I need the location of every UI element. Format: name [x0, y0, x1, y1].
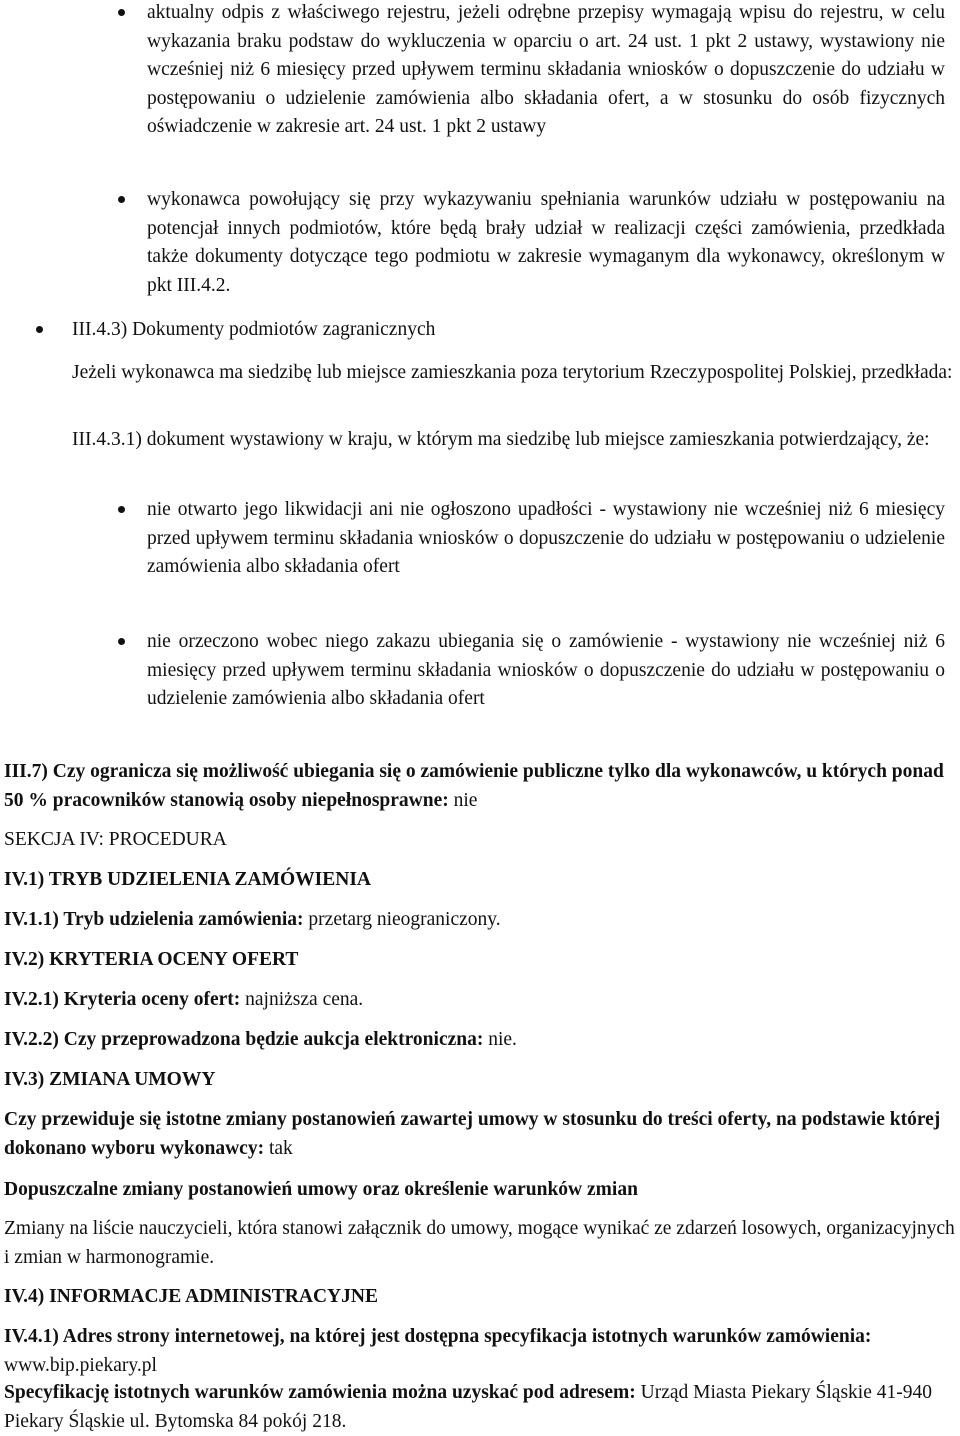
field-iv41 [4, 1323, 956, 1380]
field-value: nie. [488, 1029, 517, 1050]
list-item-text: aktualny odpis z właściwego rejestru, jeżeli odrębne przepisy wymagają wpisu do rejestru, w celu wykazania braku podstaw do wykluczenia w oparciu o art. 24 ust. 1 pkt 2 ustawy, wystawiony nie wcześniej niż 6 miesięcy przed upływem terminu składania wniosków o dopuszczenie do udziału w postępowaniu o udzielenie zamówienia albo składania ofert, a w stosunku do osób fizycznych oświadczenie w zakresie art. 24 ust. 1 pkt 2 ustawy [147, 2, 945, 138]
section-title: SEKCJA IV: PROCEDURA [4, 829, 227, 850]
field-label: IV.2.1) Kryteria oceny ofert: [4, 989, 241, 1010]
list-item-text: nie otwarto jego likwidacji ani nie ogłoszono upadłości - wystawiony nie wcześniej niż 6 miesięcy przed upływem terminu składania wniosków o dopuszczenie do udziału w postępowaniu o udzielenie zamówienia albo składania ofert [147, 499, 945, 578]
list-item-text: wykonawca powołujący się przy wykazywaniu spełniania warunków udziału w postępowaniu na potencjał innych podmiotów, które będą brały udział w realizacji części zamówienia, przedkłada także dokumenty dotyczące tego podmiotu w zakresie wymaganym dla wykonawcy, określonym w pkt III.4.2. [147, 189, 945, 296]
list-item-text: nie orzeczono wobec niego zakazu ubiegania się o zamówienie - wystawiony nie wcześniej niż 6 miesięcy przed upływem terminu składania wniosków o dopuszczenie do udziału w postępowaniu o udzielenie zamówienia albo składania ofert [147, 631, 945, 710]
field-label: IV.2.2) Czy przeprowadzona będzie aukcja elektroniczna: [4, 1029, 484, 1050]
field-value: Urząd Miasta Piekary Śląskie 41-940 Piekary Śląskie ul. Bytomska 84 pokój 218. [4, 1382, 932, 1432]
field-zmiany-istotne [4, 1106, 956, 1163]
paragraph-dokument: III.4.3.1) dokument wystawiony w kraju, w którym ma siedzibę lub miejsce zamieszkania potwierdzający, że: [72, 429, 930, 450]
field-value: przetarg nieograniczony. [308, 909, 501, 930]
paragraph-zmiany: Zmiany na liście nauczycieli, która stanowi załącznik do umowy, mogące wynikać ze zdarzeń losowych, organizacyjnych i zmian w harmonogramie. [4, 1218, 955, 1268]
field-iv21 [4, 986, 956, 1015]
bullet-icon [36, 326, 43, 333]
list-item-zagraniczne [72, 316, 952, 345]
bullet-icon [118, 638, 125, 645]
field-label: III.7) Czy ogranicza się możliwość ubiegania się o zamówienie publiczne tylko dla wykonawców, u których ponad 50 % pracowników stanowią osoby niepełnosprawne: [4, 761, 944, 811]
list-item-potencjal [147, 186, 945, 300]
section-heading: III.4.3) Dokumenty podmiotów zagranicznych [72, 319, 436, 340]
bullet-icon [118, 9, 125, 16]
bullet-icon [118, 506, 125, 513]
section-iii7 [4, 758, 956, 815]
bullet-icon [118, 196, 125, 203]
heading-iv3 [4, 1066, 956, 1095]
field-label: IV.1.1) Tryb udzielenia zamówienia: [4, 909, 304, 930]
field-iv11 [4, 906, 956, 935]
list-item-zakaz [147, 628, 945, 714]
field-label: Czy przewiduje się istotne zmiany postanowień zawartej umowy w stosunku do treści oferty, na podstawie której dokonano wyboru wykonawcy: [4, 1109, 941, 1159]
field-value: nie [453, 789, 478, 811]
heading-text: Dopuszczalne zmiany postanowień umowy oraz określenie warunków zmian [4, 1179, 638, 1200]
heading-iv1 [4, 866, 956, 895]
heading-dopuszczalne-zmiany [4, 1176, 956, 1205]
list-item-odpis [147, 0, 945, 142]
field-specyfikacja-adres [4, 1379, 956, 1436]
heading-text: IV.1) TRYB UDZIELENIA ZAMÓWIENIA [4, 869, 372, 890]
list-item-likwidacja [147, 496, 945, 582]
url-link[interactable]: www.bip.piekary.pl [4, 1354, 157, 1376]
field-iv22 [4, 1026, 956, 1055]
heading-text: IV.3) ZMIANA UMOWY [4, 1069, 216, 1090]
heading-text: IV.4) INFORMACJE ADMINISTRACYJNE [4, 1286, 378, 1307]
heading-iv4 [4, 1283, 956, 1312]
field-value: tak [268, 1137, 293, 1159]
field-value: najniższa cena. [245, 989, 364, 1010]
heading-text: IV.2) KRYTERIA OCENY OFERT [4, 949, 299, 970]
heading-iv2 [4, 946, 956, 975]
field-label: Specyfikację istotnych warunków zamówienia można uzyskać pod adresem: [4, 1382, 636, 1403]
field-label: IV.4.1) Adres strony internetowej, na której jest dostępna specyfikacja istotnych warunków zamówienia: [4, 1326, 872, 1347]
paragraph-siedziba: Jeżeli wykonawca ma siedzibę lub miejsce zamieszkania poza terytorium Rzeczypospolitej Polskiej, przedkłada: [72, 362, 953, 383]
